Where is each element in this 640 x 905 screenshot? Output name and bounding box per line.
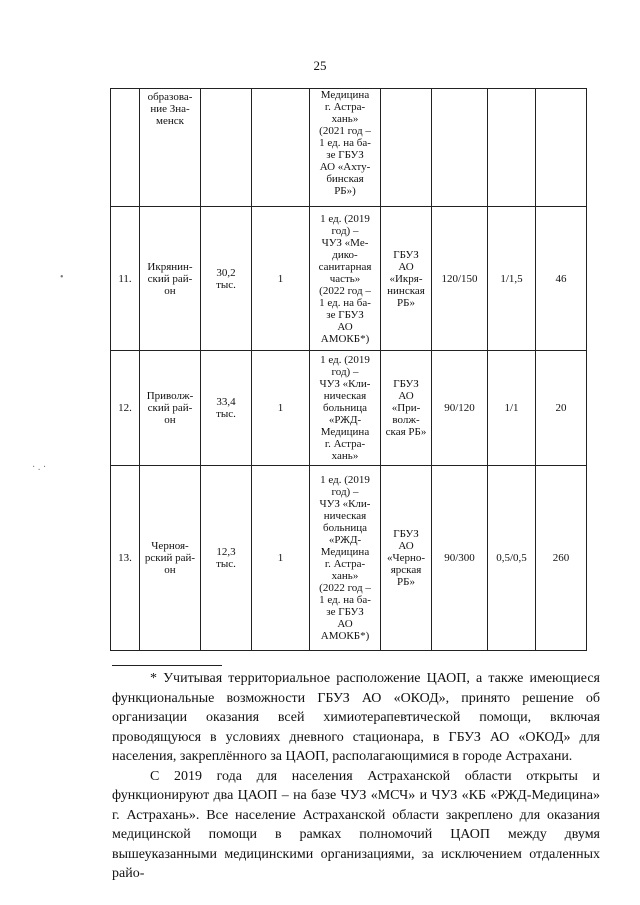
cell-patients: 46 [536, 207, 587, 351]
cell-hospital: ГБУЗ АО «При- волж- ская РБ» [381, 351, 432, 466]
cell-ratio: 0,5/0,5 [488, 466, 536, 651]
cell-units: 1 ед. (2019 год) – ЧУЗ «Кли- ническая больница «РЖД- Медицина г. Астра- хань» [310, 351, 381, 466]
cell-ratio: 1/1 [488, 351, 536, 466]
cell-ratio: 1/1,5 [488, 207, 536, 351]
footnote-rule [112, 665, 222, 666]
paragraph-text: С 2019 года для населения Астраханской области открыты и функционируют два ЦАОП – на базе ЧУЗ «МСЧ» и ЧУЗ «КБ «РЖД-Медицина» г. Астрахань». Все население Астраханской области закреплено для оказания медицинской помощи в рамках полномочий ЦАОП между двумя вышеуказанными медицинскими организациями, за исключением отдаленных райо- [112, 768, 600, 881]
body-text [112, 669, 600, 884]
cell-num: 11. [111, 207, 140, 351]
cell-district: Икрянин- ский рай- он [140, 207, 201, 351]
cell-units: 1 ед. (2019 год) – ЧУЗ «Ме- дико- санитарная часть» (2022 год – 1 ед. на ба- зе ГБУЗ АО АМОКБ*) [310, 207, 381, 351]
cell-district: Приволж- ский рай- он [140, 351, 201, 466]
cell-capacity: 120/150 [432, 207, 488, 351]
cell-population: 33,4 тыс. [201, 351, 252, 466]
cell-district: Черноя- рский рай- он [140, 466, 201, 651]
cell-hospital: ГБУЗ АО «Икря- нинская РБ» [381, 207, 432, 351]
cell-count: 1 [252, 351, 310, 466]
data-table [110, 88, 587, 651]
cell-population: 12,3 тыс. [201, 466, 252, 651]
cell-ratio [488, 89, 536, 207]
cell-num [111, 89, 140, 207]
cell-num: 12. [111, 351, 140, 466]
cell-units: 1 ед. (2019 год) – ЧУЗ «Кли- ническая больница «РЖД- Медицина г. Астра- хань» (2022 год – 1 ед. на ба- зе ГБУЗ АО АМОКБ*) [310, 466, 381, 651]
cell-capacity: 90/300 [432, 466, 488, 651]
cell-population [201, 89, 252, 207]
cell-hospital [381, 89, 432, 207]
cell-capacity: 90/120 [432, 351, 488, 466]
scan-speck: · . · [32, 462, 47, 473]
cell-district: образова- ние Зна- менск [140, 89, 201, 207]
cell-count [252, 89, 310, 207]
table-row [111, 207, 587, 351]
cell-units: Медицина г. Астра- хань» (2021 год – 1 ед. на ба- зе ГБУЗ АО «Ахту- бинская РБ») [310, 89, 381, 207]
cell-patients: 20 [536, 351, 587, 466]
table-row [111, 466, 587, 651]
cell-capacity [432, 89, 488, 207]
table-row [111, 351, 587, 466]
page-number: 25 [313, 58, 327, 73]
cell-count: 1 [252, 207, 310, 351]
footnote-text: * Учитывая территориальное расположение ЦАОП, а также имеющиеся функциональные возможности ГБУЗ АО «ОКОД», принято решение об организации оказания всей химиотерапевтической помощи, включая проводящуюся в условиях дневного стационара, в ГБУЗ АО «ОКОД» для населения, закреплённого за ЦАОП, располагающимися в городе Астрахани. [112, 671, 600, 764]
cell-num: 13. [111, 466, 140, 651]
table-row-continuation [111, 89, 587, 207]
scan-speck: • [60, 272, 64, 283]
cell-patients: 260 [536, 466, 587, 651]
cell-count: 1 [252, 466, 310, 651]
cell-patients [536, 89, 587, 207]
cell-hospital: ГБУЗ АО «Черно- ярская РБ» [381, 466, 432, 651]
cell-population: 30,2 тыс. [201, 207, 252, 351]
